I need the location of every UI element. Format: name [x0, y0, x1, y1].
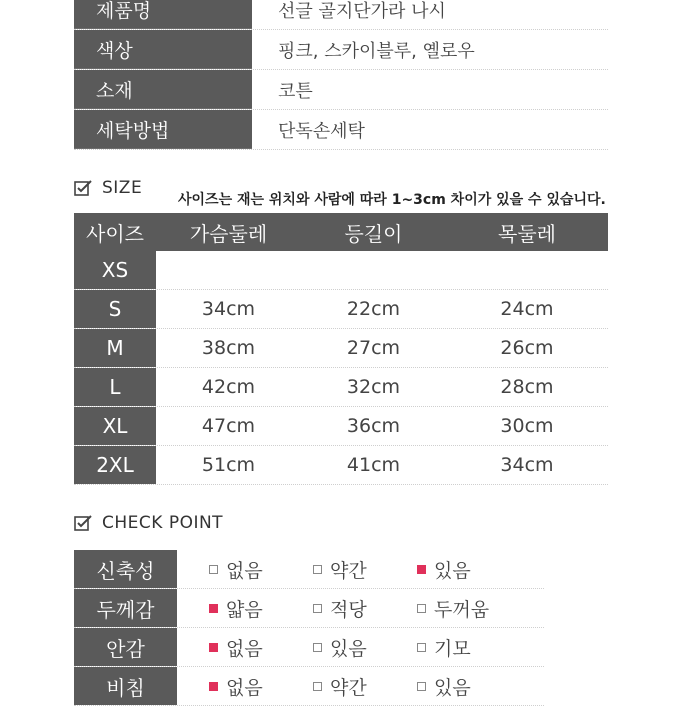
header-length: 등길이 [344, 221, 403, 246]
checkbox-edit-icon [74, 179, 94, 197]
neck-cell: 28cm [500, 376, 554, 398]
check-option [313, 667, 417, 705]
option-label: 없음 [226, 676, 263, 699]
check-option [209, 667, 313, 705]
checkbox-icon [313, 565, 322, 574]
check-section-title [74, 513, 223, 533]
length-cell: 27cm [346, 337, 401, 359]
info-row-name [74, 0, 608, 30]
check-row-thickness [74, 589, 544, 628]
check-label: 안감 [74, 628, 177, 666]
check-option [209, 628, 313, 666]
size-cell: 2XL [74, 446, 156, 484]
info-label: 색상 [74, 30, 252, 69]
check-option [417, 550, 521, 588]
check-row-elasticity [74, 550, 544, 589]
size-table [74, 213, 608, 485]
checkbox-icon [313, 604, 322, 613]
size-cell: XS [74, 251, 156, 289]
info-row-material [74, 70, 608, 110]
info-label: 세탁방법 [74, 110, 252, 149]
checkbox-icon [417, 643, 426, 652]
info-value: 단독손세탁 [278, 120, 365, 142]
checkbox-checked-icon [417, 565, 426, 574]
check-label: 두께감 [74, 589, 177, 627]
check-label: 신축성 [74, 550, 177, 588]
info-label: 소재 [74, 70, 252, 109]
option-label: 없음 [226, 637, 263, 660]
chest-cell: 51cm [201, 454, 256, 476]
size-cell: M [74, 329, 156, 367]
check-option [313, 628, 417, 666]
length-cell: 41cm [346, 454, 401, 476]
option-label: 적당 [330, 598, 367, 621]
info-value: 선글 골지단가라 나시 [278, 0, 446, 22]
option-label: 없음 [226, 559, 263, 582]
chest-cell: 34cm [201, 298, 256, 320]
option-label: 얇음 [226, 598, 263, 621]
chest-cell [156, 251, 301, 289]
check-options [177, 667, 521, 705]
size-section-title [74, 178, 142, 198]
length-cell: 36cm [346, 415, 401, 437]
check-options [177, 589, 521, 627]
check-option [313, 589, 417, 627]
check-row-transparency [74, 667, 544, 706]
table-row [74, 446, 608, 485]
check-option [417, 628, 521, 666]
chest-cell: 38cm [201, 337, 256, 359]
header-chest: 가슴둘레 [189, 221, 268, 246]
check-option [313, 550, 417, 588]
header-size: 사이즈 [86, 221, 144, 246]
header-neck: 목둘레 [498, 221, 556, 246]
info-value: 코튼 [278, 80, 313, 102]
neck-cell: 34cm [500, 454, 554, 476]
check-options [177, 628, 521, 666]
size-cell: L [74, 368, 156, 406]
length-cell: 32cm [346, 376, 401, 398]
checkbox-icon [417, 604, 426, 613]
size-cell: XL [74, 407, 156, 445]
check-option [209, 550, 313, 588]
chest-cell: 47cm [201, 415, 256, 437]
length-cell: 22cm [346, 298, 401, 320]
info-row-color [74, 30, 608, 70]
info-label: 제품명 [74, 0, 252, 29]
check-option [209, 589, 313, 627]
check-title-text: CHECK POINT [102, 513, 224, 533]
option-label: 있음 [330, 637, 367, 660]
info-row-washing [74, 110, 608, 150]
table-row [74, 251, 608, 290]
option-label: 있음 [434, 676, 471, 699]
neck-cell [446, 251, 608, 289]
check-option [417, 667, 521, 705]
neck-cell: 24cm [500, 298, 554, 320]
size-cell: S [74, 290, 156, 328]
option-label: 약간 [330, 559, 367, 582]
table-row [74, 368, 608, 407]
length-cell [301, 251, 446, 289]
table-row [74, 329, 608, 368]
check-options [177, 550, 521, 588]
size-table-header [74, 213, 608, 251]
chest-cell: 42cm [201, 376, 256, 398]
neck-cell: 26cm [500, 337, 554, 359]
option-label: 기모 [434, 637, 471, 660]
option-label: 있음 [434, 559, 471, 582]
info-value: 핑크, 스카이블루, 옐로우 [278, 40, 475, 62]
checkbox-icon [313, 643, 322, 652]
table-row [74, 290, 608, 329]
checkbox-edit-icon [74, 514, 94, 532]
check-label: 비침 [74, 667, 177, 705]
table-row [74, 407, 608, 446]
check-option [417, 589, 521, 627]
option-label: 약간 [330, 676, 367, 699]
product-info-table [74, 0, 608, 150]
size-note: 사이즈는 재는 위치와 사람에 따라 1~3cm 차이가 있을 수 있습니다. [178, 192, 606, 208]
checkbox-checked-icon [209, 643, 218, 652]
size-title-text: SIZE [102, 178, 143, 198]
checkbox-icon [209, 565, 218, 574]
checkbox-checked-icon [209, 604, 218, 613]
check-row-lining [74, 628, 544, 667]
neck-cell: 30cm [500, 415, 554, 437]
option-label: 두꺼움 [434, 598, 490, 621]
